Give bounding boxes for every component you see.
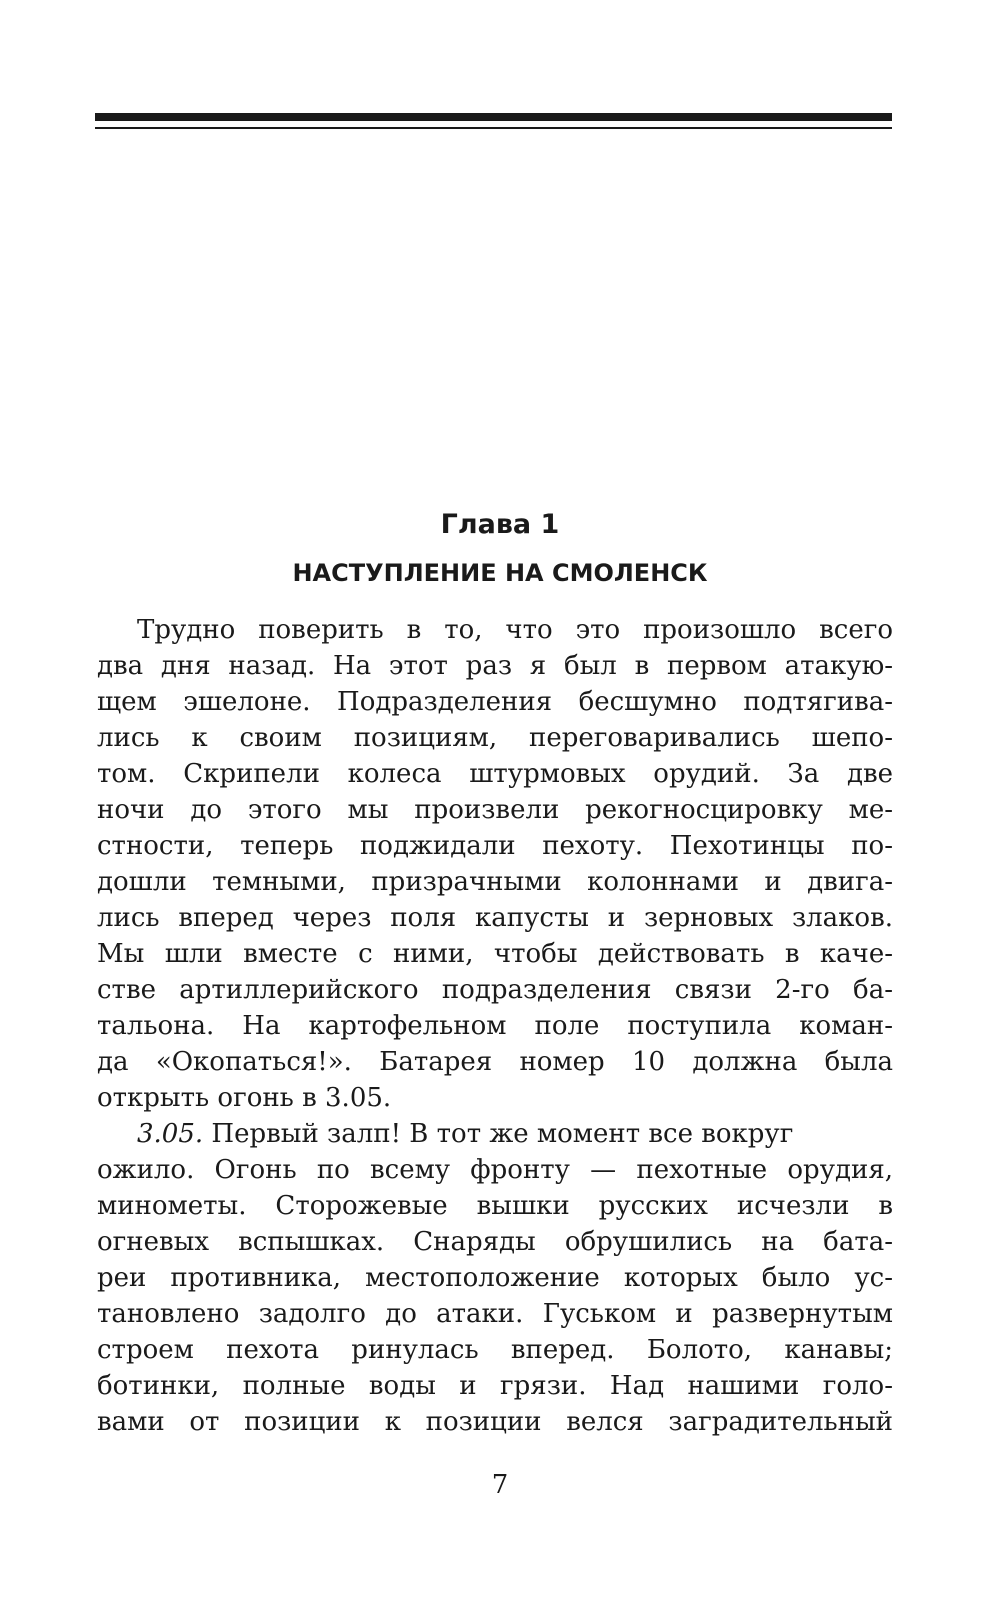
text-line: ожило. Огонь по всему фронту — пехотные орудия,	[97, 1155, 893, 1185]
header-rule-thin	[95, 127, 892, 129]
chapter-title: НАСТУПЛЕНИЕ НА СМОЛЕНСК	[292, 559, 708, 587]
text-line: щем эшелоне. Подразделения бесшумно подтягива-	[97, 687, 893, 717]
text-line: два дня назад. На этот раз я был в первом атакую-	[97, 651, 893, 681]
text-line: стве артиллерийского подразделения связи 2-го ба-	[97, 975, 893, 1005]
text-line: ночи до этого мы произвели рекогносцировку ме-	[97, 795, 893, 825]
chapter-label: Глава 1	[440, 509, 560, 540]
text-line: огневых вспышках. Снаряды обрушились на бата-	[97, 1227, 893, 1257]
paragraph	[97, 1116, 893, 1440]
text-line: лись к своим позициям, переговаривались шепо-	[97, 723, 893, 753]
text-line: тальона. На картофельном поле поступила коман-	[97, 1011, 893, 1041]
text-line: минометы. Сторожевые вышки русских исчезли в	[97, 1191, 893, 1221]
text-line: реи противника, местоположение которых было ус-	[97, 1263, 893, 1293]
text-line: вами от позиции к позиции велся заградительный	[97, 1407, 893, 1437]
text-line: да «Окопаться!». Батарея номер 10 должна была	[97, 1047, 893, 1077]
text-line: дошли темными, призрачными колоннами и двига-	[97, 867, 893, 897]
page-number: 7	[491, 1470, 509, 1500]
text-line: Мы шли вместе с ними, чтобы действовать в каче-	[97, 939, 893, 969]
text-line: открыть огонь в 3.05.	[97, 1083, 392, 1113]
text-line: ботинки, полные воды и грязи. Над нашими голо-	[97, 1371, 893, 1401]
text-fragment: Первый залп! В тот же момент все вокруг	[203, 1119, 794, 1149]
header-rule-thick	[95, 113, 892, 121]
time-stamp: 3.05.	[137, 1119, 204, 1149]
text-line: Трудно поверить в то, что это произошло всего	[137, 615, 893, 645]
text-line: том. Скрипели колеса штурмовых орудий. За две	[97, 759, 893, 789]
text-line: лись вперед через поля капусты и зерновых злаков.	[97, 903, 893, 933]
text-line: стности, теперь поджидали пехоту. Пехотинцы по-	[97, 831, 893, 861]
text-line	[97, 1116, 893, 1152]
paragraph	[97, 612, 893, 1116]
body-text	[97, 612, 893, 1440]
text-line: строем пехота ринулась вперед. Болото, канавы;	[97, 1335, 893, 1365]
text-line: тановлено задолго до атаки. Гуськом и развернутым	[97, 1299, 893, 1329]
